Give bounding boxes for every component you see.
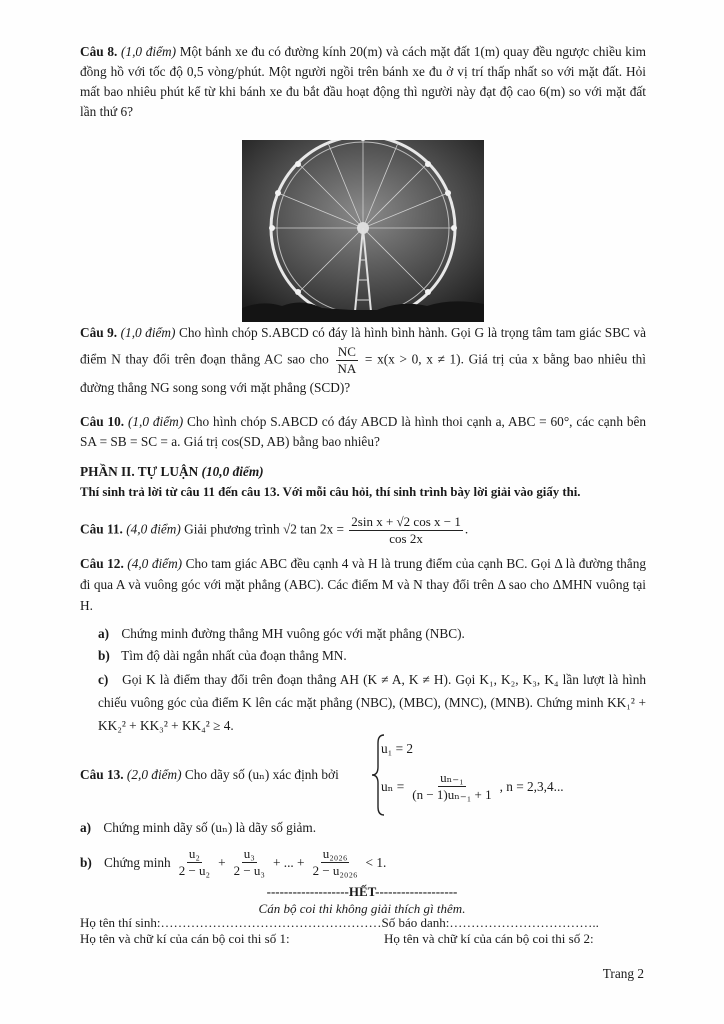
q8-label: Câu 8. bbox=[80, 44, 118, 59]
q13-line2-num: uₙ₋₁ bbox=[440, 770, 464, 785]
question-9 bbox=[80, 322, 646, 399]
part2-title: PHẦN II. TỰ LUẬN bbox=[80, 464, 199, 479]
q13-t3-num: u₂₀₂₆ bbox=[322, 846, 348, 861]
q13-line2-den: (n − 1)uₙ₋₁ + 1 bbox=[412, 787, 492, 802]
q11-frac-den: cos 2x bbox=[389, 531, 423, 546]
q9-label: Câu 9. bbox=[80, 325, 118, 340]
q9-text-b: = x(x > 0, x ≠ 1). Giá trị của x bằng bao nhiêu thì đường thẳng NG song song với mặt phẳng (SCD)? bbox=[80, 351, 646, 395]
part2-instruction: Thí sinh trả lời từ câu 11 đến câu 13. Với mỗi câu hỏi, thí sinh trình bày lời giải vào giấy thi. bbox=[80, 485, 581, 499]
proctor-note: Cán bộ coi thi không giải thích gì thêm. bbox=[258, 901, 466, 916]
q13-points: (2,0 điểm) bbox=[126, 767, 182, 782]
q9-fraction bbox=[335, 344, 358, 377]
proctor1-signature: Họ tên và chữ kí của cán bộ coi thi số 1: bbox=[80, 931, 290, 946]
q13-t1-num: u₂ bbox=[188, 846, 200, 861]
q12-c-text-1: Gọi K là điểm thay đổi trên đoạn thẳng AH (K ≠ A, K ≠ H). Gọi K₁, K₂, K₃, K₄ lần lượt là hình chiếu vuông góc của điểm K lên các mặt phẳng bbox=[98, 672, 647, 710]
q13-part-b: b) Chứng minh $\frac{\text{u₂}}{\text{2 − u₂}}$ + $\frac{\text{u₃}}{\text{2 − u₃}}$ + ... + $\frac{\text{u₂₀₂₆}}{\text{2 − u₂₀₂₆}}$ < 1. bbox=[80, 846, 387, 878]
part2-points: (10,0 điểm) bbox=[201, 464, 264, 479]
q8-text: Một bánh xe đu có đường kính 20(m) và cách mặt đất 1(m) quay đều ngược chiều kim đồng hồ với tốc độ 0,5 vòng/phút. Một người ngồi trên bánh xe đu ở vị trí thấp nhất so với mặt đất. Hỏi mất bao nhiêu phút kể từ khi bánh xe đu bắt đầu hoạt động thì người này đạt độ cao 6(m) so với mặt đất lần thứ 6? bbox=[80, 44, 646, 119]
ferris-wheel-photo bbox=[242, 140, 484, 322]
q11-text: Giải phương trình √2 tan 2x = bbox=[184, 521, 344, 537]
q12-c-label: c) bbox=[98, 672, 109, 687]
q13-b-text: Chứng minh bbox=[104, 854, 171, 870]
q13-line1: u₁ = 2 bbox=[381, 741, 414, 756]
q13-t1-den: 2 − u₂ bbox=[178, 863, 211, 878]
q13-a-text: Chứng minh dãy số (uₙ) là dãy số giảm. bbox=[103, 820, 317, 835]
q9-text-a: Cho hình chóp S.ABCD có đáy là hình bình hành. Gọi G là trọng tâm tam giác SBC và điểm N thay đổi trên đoạn thẳng AC sao cho bbox=[80, 325, 646, 367]
q12-part-c bbox=[98, 668, 646, 737]
q13-t2-den: 2 − u₃ bbox=[233, 863, 265, 878]
q12-a-text: Chứng minh đường thẳng MH vuông góc với mặt phẳng (NBC). bbox=[121, 626, 465, 641]
q13-b-label: b) bbox=[80, 854, 92, 870]
q11-end: . bbox=[464, 521, 469, 537]
q12-b-text: Tìm độ dài ngắn nhất của đoạn thẳng MN. bbox=[121, 648, 347, 663]
q13-a-label: a) bbox=[80, 820, 92, 835]
q13-term1 bbox=[177, 846, 212, 879]
proctor2-signature: Họ tên và chữ kí của cán bộ coi thi số 2: bbox=[384, 931, 594, 946]
ferris-wheel-illustration bbox=[242, 140, 484, 322]
q12-c-text-2: (NBC), (MBC), (MNC), (MNB). Chứng minh KK₁² + KK₂² + KK₃² + KK₄² ≥ 4. bbox=[98, 695, 646, 733]
q12-text: Cho tam giác ABC đều cạnh 4 và H là trung điểm của cạnh BC. Gọi Δ là đường thẳng đi qua A và vuông góc với mặt phẳng (ABC). Các điểm M và N thay đổi trên Δ sao cho ΔMHN vuông tại H. bbox=[80, 556, 646, 613]
candidate-info-line: Họ tên thí sinh:……………………………………………Số báo danh:…………………………….. bbox=[80, 915, 599, 930]
q11-fraction bbox=[349, 514, 463, 547]
q9-frac-num: NC bbox=[337, 344, 356, 359]
q13-term3 bbox=[311, 846, 360, 879]
q13-end: < 1. bbox=[365, 854, 387, 870]
end-marker: -------------------HẾT------------------- bbox=[266, 884, 458, 899]
q13-label: Câu 13. bbox=[80, 767, 124, 782]
q10-points: (1,0 điểm) bbox=[127, 414, 184, 429]
question-11 bbox=[80, 514, 646, 547]
question-12 bbox=[80, 553, 646, 616]
q11-label: Câu 11. bbox=[80, 521, 123, 537]
page-number: Trang 2 bbox=[602, 966, 644, 981]
q13-line2-fraction bbox=[410, 770, 493, 803]
q12-label: Câu 12. bbox=[80, 556, 124, 571]
part2-heading bbox=[80, 462, 646, 482]
q12-points: (4,0 điểm) bbox=[127, 556, 183, 571]
q12-a-label: a) bbox=[98, 626, 110, 641]
question-13 bbox=[80, 765, 370, 785]
q10-label: Câu 10. bbox=[80, 414, 125, 429]
question-10 bbox=[80, 412, 646, 452]
q13-line2-lhs: uₙ = bbox=[381, 778, 405, 794]
q12-part-b bbox=[98, 646, 646, 666]
q8-points: (1,0 điểm) bbox=[121, 44, 177, 59]
q12-part-a bbox=[98, 624, 646, 644]
q13-part-a bbox=[80, 818, 628, 838]
q11-frac-num: 2sin x + √2 cos x − 1 bbox=[351, 514, 461, 529]
q13-text: Cho dãy số (uₙ) xác định bởi bbox=[184, 767, 339, 782]
q12-b-label: b) bbox=[98, 648, 110, 663]
q9-points: (1,0 điểm) bbox=[120, 325, 176, 340]
q13-line2-rhs: , n = 2,3,4... bbox=[499, 778, 564, 794]
q10-text: Cho hình chóp S.ABCD có đáy ABCD là hình thoi cạnh a, ABC = 60°, các cạnh bên SA = SB = SC = a. Giá trị cos(SD, AB) bằng bao nhiêu? bbox=[80, 414, 647, 449]
q13-t2-num: u₃ bbox=[243, 846, 255, 861]
q13-t3-den: 2 − u₂₀₂₆ bbox=[312, 863, 358, 878]
q13-dots: + ... + bbox=[272, 854, 305, 870]
q9-frac-den: NA bbox=[337, 361, 357, 376]
question-8 bbox=[80, 42, 646, 122]
q11-points: (4,0 điểm) bbox=[126, 521, 181, 537]
q13-line2 bbox=[381, 770, 564, 803]
q13-term2 bbox=[232, 846, 267, 879]
